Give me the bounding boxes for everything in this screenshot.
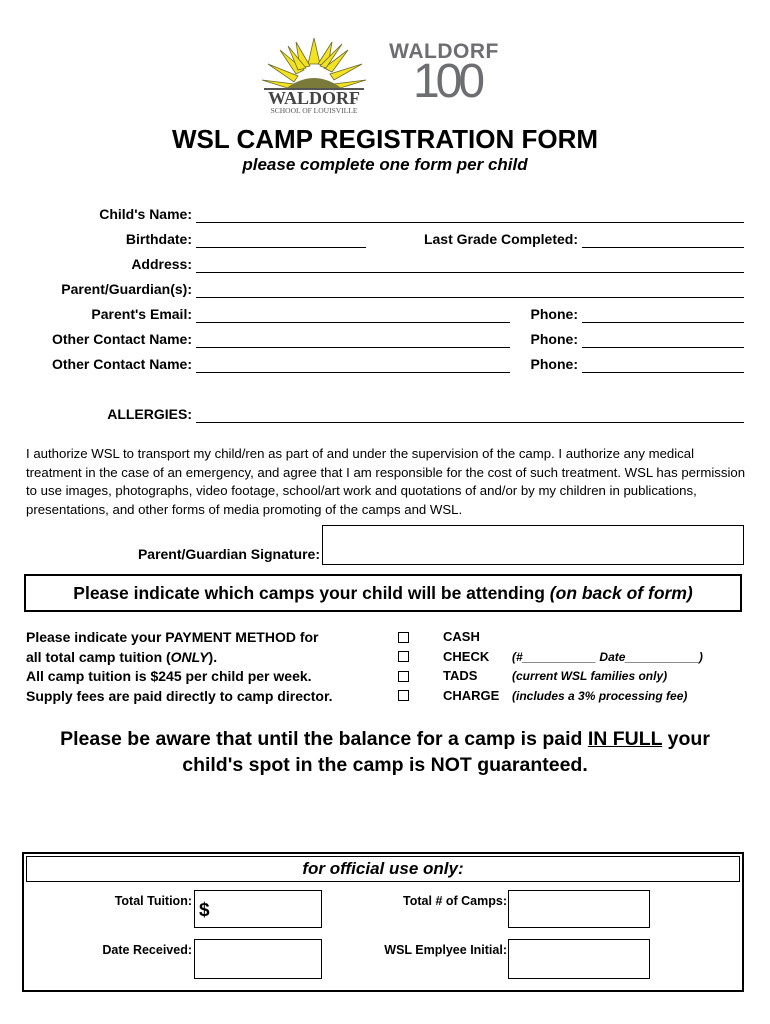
cash-checkbox[interactable] — [398, 632, 409, 643]
phone3-field[interactable] — [582, 372, 744, 373]
signature-label: Parent/Guardian Signature: — [137, 546, 320, 562]
charge-label: CHARGE — [443, 688, 500, 703]
date-received-label: Date Received: — [102, 943, 192, 957]
phone3-label: Phone: — [530, 356, 578, 372]
official-use-heading: for official use only: — [26, 856, 740, 882]
last-grade-label: Last Grade Completed: — [423, 231, 578, 247]
logo-tagline: SCHOOL OF LOUISVILLE — [270, 106, 358, 115]
other-contact1-field[interactable] — [196, 347, 510, 348]
employee-initial-label: WSL Emplyee Initial: — [384, 943, 507, 957]
email-field[interactable] — [196, 322, 510, 323]
birthdate-label: Birthdate: — [125, 231, 192, 247]
camps-notice — [24, 574, 742, 612]
total-camps-field[interactable] — [508, 890, 650, 928]
parents-label: Parent/Guardian(s): — [61, 281, 192, 297]
childs-name-label: Child's Name: — [99, 206, 192, 222]
tads-label: TADS — [443, 668, 478, 683]
check-label: CHECK — [443, 649, 490, 664]
form-subtitle: please complete one form per child — [242, 155, 528, 174]
form-title: WSL CAMP REGISTRATION FORM — [171, 124, 599, 154]
payment-line4: Supply fees are paid directly to camp director. — [26, 687, 333, 704]
payment-line3: All camp tuition is $245 per child per week. — [26, 668, 312, 684]
signature-field[interactable] — [322, 525, 744, 565]
allergies-field[interactable] — [196, 422, 744, 423]
payment-line2: all total camp tuition (ONLY). — [26, 648, 218, 665]
charge-note: (includes a 3% processing fee) — [512, 689, 688, 703]
other-contact1-label: Other Contact Name: — [51, 331, 192, 347]
address-field[interactable] — [196, 272, 744, 273]
birthdate-field[interactable] — [196, 247, 366, 248]
total-camps-label: Total # of Camps: — [403, 894, 507, 908]
charge-checkbox[interactable] — [398, 690, 409, 701]
waldorf-sunflower-logo — [258, 36, 370, 116]
childs-name-field[interactable] — [196, 222, 744, 223]
dollar-sign: $ — [199, 900, 210, 921]
employee-initial-field[interactable] — [508, 939, 650, 979]
waldorf-100-logo — [380, 40, 510, 110]
other-contact2-label: Other Contact Name: — [51, 356, 192, 372]
parents-field[interactable] — [196, 297, 744, 298]
tads-checkbox[interactable] — [398, 671, 409, 682]
phone1-field[interactable] — [582, 322, 744, 323]
other-contact2-field[interactable] — [196, 372, 510, 373]
tads-note: (current WSL families only) — [512, 669, 668, 683]
email-label: Parent's Email: — [91, 306, 192, 322]
payment-instructions — [26, 628, 333, 706]
check-checkbox[interactable] — [398, 651, 409, 662]
last-grade-field[interactable] — [582, 247, 744, 248]
check-note: (#___________ Date___________) — [512, 650, 703, 664]
camps-notice-main: Please indicate which camps your child will be attending — [73, 582, 550, 603]
phone2-label: Phone: — [530, 331, 578, 347]
phone1-label: Phone: — [530, 306, 578, 322]
total-tuition-label: Total Tuition: — [114, 894, 192, 908]
cash-label: CASH — [443, 629, 480, 644]
payment-warning: Please be aware that until the balance for a camp is paid IN FULL your child's spot in the camp is NOT guaranteed. — [60, 728, 710, 776]
logo-name: WALDORF — [267, 88, 360, 108]
total-tuition-field[interactable] — [194, 890, 322, 928]
address-label: Address: — [131, 256, 192, 272]
authorization-text: I authorize WSL to transport my child/ren as part of and under the supervision of the camp. I authorize any medical treatment in the case of an emergency, and agree that I am responsible for the cost of such treatment. WSL has permission to use images, photographs, video footage, school/art work and quotations of and/or by my children in publications, presentations, and other forms of media promoting of the camps and WSL. — [26, 446, 746, 517]
phone2-field[interactable] — [582, 347, 744, 348]
payment-line1: Please indicate your PAYMENT METHOD for — [26, 629, 319, 645]
badge-top: WALDORF — [389, 40, 499, 63]
allergies-label: ALLERGIES: — [107, 406, 192, 422]
camps-notice-italic: (on back of form) — [549, 582, 693, 603]
date-received-field[interactable] — [194, 939, 322, 979]
badge-num: 100 — [412, 55, 482, 108]
